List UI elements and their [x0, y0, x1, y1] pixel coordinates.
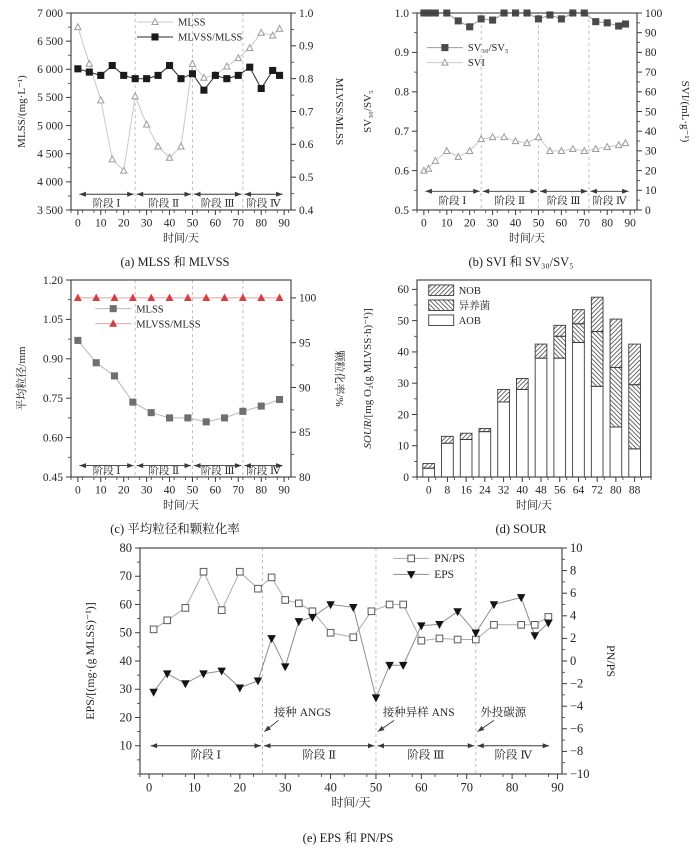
svg-text:10: 10 [570, 540, 583, 555]
svg-text:70: 70 [232, 484, 245, 497]
svg-text:80: 80 [601, 217, 613, 230]
svg-text:10: 10 [95, 217, 107, 230]
svg-text:EPS: EPS [434, 568, 455, 581]
svg-text:40: 40 [163, 217, 176, 230]
svg-text:88: 88 [628, 484, 641, 497]
svg-text:70: 70 [232, 217, 245, 230]
svg-text:0.9: 0.9 [299, 40, 314, 53]
svg-text:0: 0 [75, 484, 81, 497]
svg-text:10: 10 [188, 780, 201, 795]
legend [393, 553, 465, 581]
svg-text:6: 6 [570, 586, 577, 600]
bar-segment-NOB [498, 389, 510, 402]
svg-text:60: 60 [209, 484, 222, 497]
svg-text:4: 4 [570, 608, 577, 623]
svg-text:PN/PS: PN/PS [434, 552, 465, 565]
svg-text:8: 8 [570, 563, 577, 578]
bar-segment-AOB [629, 449, 641, 477]
bar-segment-异养菌 [591, 332, 603, 387]
svg-text:60: 60 [397, 284, 409, 297]
chart-e-canvas [78, 538, 618, 830]
svg-text:0: 0 [421, 217, 427, 230]
x-axis-label: 时间/天 [508, 232, 546, 245]
svg-text:80: 80 [255, 484, 267, 497]
svg-text:80: 80 [645, 47, 657, 60]
svg-text:AOB: AOB [458, 315, 481, 327]
svg-text:0: 0 [75, 217, 81, 230]
svg-text:50: 50 [532, 217, 545, 230]
series-svi [421, 134, 629, 173]
svg-text:60: 60 [415, 780, 428, 795]
svg-text:40: 40 [516, 484, 529, 497]
bar-segment-AOB [591, 386, 603, 477]
svg-text:50: 50 [369, 780, 383, 795]
svg-text:60: 60 [555, 217, 568, 230]
svg-text:0: 0 [403, 471, 409, 484]
bar-segment-NOB [629, 344, 641, 385]
svg-text:8: 8 [444, 484, 451, 497]
svg-text:阶段 Ⅲ: 阶段 Ⅲ [200, 198, 235, 210]
svg-text:6 500: 6 500 [37, 35, 63, 48]
legend [95, 304, 201, 330]
svg-text:0.90: 0.90 [42, 353, 63, 366]
svg-text:70: 70 [119, 569, 132, 584]
y-axis-left-label: SV₃₀/SV₅ [362, 90, 374, 133]
chart-e-caption: (e) EPS 和 PN/PS [302, 831, 394, 845]
bar-segment-NOB [460, 433, 472, 439]
svg-text:40: 40 [509, 217, 522, 230]
y-axis-left [362, 8, 417, 217]
svg-text:0.75: 0.75 [42, 393, 63, 405]
chart-c-caption: (c) 平均粒径和颗粒化率 [110, 522, 240, 536]
svg-text:48: 48 [535, 484, 547, 497]
x-axis-label: 时间/天 [331, 795, 371, 810]
svg-text:阶段 Ⅲ: 阶段 Ⅲ [546, 195, 581, 207]
svg-text:90: 90 [624, 217, 636, 230]
svg-text:6 000: 6 000 [37, 64, 63, 77]
svg-text:30: 30 [140, 217, 153, 230]
bar-segment-NOB [442, 436, 454, 443]
svg-text:1.05: 1.05 [42, 314, 63, 327]
svg-text:70: 70 [578, 217, 591, 230]
svg-text:64: 64 [572, 484, 585, 497]
x-axis-label: 时间/天 [162, 499, 200, 512]
chart-b-svi-sv30sv5 [351, 4, 691, 271]
y-axis-left [83, 541, 140, 774]
bar-segment-异养菌 [610, 368, 622, 427]
bar-segment-AOB [442, 443, 454, 477]
svg-text:异养菌: 异养菌 [458, 300, 491, 312]
svg-text:接种 ANGS: 接种 ANGS [273, 707, 332, 720]
chart-b-caption: (b) SVI 和 SV₃₀/SV₅ [468, 255, 574, 269]
svg-text:阶段 Ⅰ: 阶段 Ⅰ [438, 195, 467, 207]
stage-band [151, 743, 550, 761]
legend [427, 43, 509, 69]
annotation-2 [478, 705, 527, 732]
svg-text:0.9: 0.9 [394, 47, 409, 60]
svg-text:60: 60 [209, 217, 222, 230]
svg-text:0.5: 0.5 [299, 171, 314, 184]
bar-segment-AOB [554, 358, 566, 477]
svg-text:100: 100 [299, 292, 317, 305]
chart-a-mlss-mlvss [5, 4, 345, 271]
bar-segment-AOB [573, 343, 585, 477]
svg-text:4 500: 4 500 [37, 148, 63, 161]
svg-text:50: 50 [186, 484, 199, 497]
y-axis-right [637, 8, 691, 217]
plot-box [71, 280, 291, 477]
x-axis [140, 774, 564, 810]
svg-text:NOB: NOB [458, 285, 481, 297]
x-axis [71, 210, 290, 245]
svg-text:90: 90 [278, 484, 290, 497]
bar-segment-NOB [610, 319, 622, 367]
chart-b-canvas [351, 4, 691, 254]
bar-segment-异养菌 [554, 336, 566, 358]
svg-text:16: 16 [460, 484, 472, 497]
series-mlss [75, 24, 283, 173]
svg-text:40: 40 [324, 780, 337, 795]
svg-text:4 000: 4 000 [37, 176, 63, 189]
bar-segment-NOB [516, 379, 528, 390]
svg-text:10: 10 [95, 484, 107, 497]
legend [137, 18, 243, 44]
svg-text:阶段 Ⅳ: 阶段 Ⅳ [494, 749, 532, 762]
chart-a-caption: (a) MLSS 和 MLVSS [120, 255, 230, 269]
y-axis-right [291, 8, 345, 217]
series-mlss [75, 337, 283, 424]
svg-text:0: 0 [570, 653, 577, 668]
chart-c-canvas [5, 271, 345, 521]
svg-text:阶段 Ⅱ: 阶段 Ⅱ [148, 466, 180, 477]
bars [423, 297, 641, 477]
y-axis-right-label: MLVSS/MLSS [333, 77, 345, 146]
annotation-1 [378, 705, 455, 732]
svg-text:70: 70 [645, 66, 657, 79]
svg-text:80: 80 [610, 484, 622, 497]
stage-band [79, 463, 282, 477]
svg-text:−2: −2 [570, 676, 584, 691]
bar-segment-NOB [423, 464, 435, 469]
y-axis-left [16, 8, 71, 217]
svg-text:20: 20 [117, 217, 130, 230]
svg-text:30: 30 [486, 217, 499, 230]
svg-text:80: 80 [299, 471, 311, 484]
svg-text:−6: −6 [570, 721, 584, 736]
chart-d-caption: (d) SOUR [495, 522, 547, 536]
svg-text:阶段 Ⅳ: 阶段 Ⅳ [592, 195, 627, 207]
svg-text:90: 90 [278, 217, 290, 230]
svg-text:SV₃₀/SV₅: SV₃₀/SV₅ [467, 43, 509, 55]
svg-text:0.6: 0.6 [299, 139, 314, 152]
bar-segment-AOB [460, 439, 472, 477]
svg-text:80: 80 [505, 780, 519, 795]
svg-text:40: 40 [645, 126, 657, 138]
stage-band [79, 192, 282, 210]
svg-text:0.8: 0.8 [299, 73, 314, 86]
bar-segment-NOB [573, 310, 585, 324]
svg-text:阶段 Ⅱ: 阶段 Ⅱ [148, 198, 180, 210]
svg-text:0.45: 0.45 [42, 471, 63, 484]
svg-text:0: 0 [145, 780, 153, 795]
svg-text:阶段 Ⅱ: 阶段 Ⅱ [302, 749, 337, 762]
y-axis-left-label: SOUR/[mg O₂(g MLVSS·h)⁻¹)] [362, 308, 374, 449]
figure-row-3 [0, 538, 696, 847]
bar-segment-AOB [479, 432, 491, 477]
x-axis-label: 时间/天 [162, 232, 200, 245]
svg-text:MLSS: MLSS [178, 17, 206, 29]
svg-text:80: 80 [255, 217, 267, 230]
svg-text:−4: −4 [570, 699, 584, 713]
svg-text:−10: −10 [570, 766, 590, 781]
bar-segment-AOB [498, 402, 510, 477]
y-axis-right-label: SVI/(mL·g⁻¹) [679, 80, 691, 143]
svg-text:0: 0 [645, 204, 651, 217]
svg-text:100: 100 [645, 7, 663, 20]
svg-text:20: 20 [119, 710, 132, 725]
bar-segment-AOB [423, 468, 435, 477]
svg-text:接种异样 ANS: 接种异样 ANS [382, 707, 455, 720]
svg-text:0.7: 0.7 [394, 126, 409, 138]
chart-e-plot [83, 541, 618, 810]
svg-text:30: 30 [397, 377, 409, 390]
bar-segment-AOB [516, 389, 528, 477]
y-axis-left-label: 平均粒径/mm [16, 346, 28, 411]
bar-segment-NOB [554, 325, 566, 336]
stage-band [425, 189, 628, 207]
svg-text:10: 10 [397, 440, 409, 453]
svg-text:50: 50 [397, 315, 409, 328]
svg-text:1.0: 1.0 [299, 7, 314, 20]
bar-segment-NOB [591, 297, 603, 331]
series-mlvss-mlss [75, 295, 283, 301]
bar-segment-AOB [610, 427, 622, 477]
svg-text:30: 30 [645, 145, 657, 158]
x-axis [417, 210, 636, 245]
x-axis [417, 477, 651, 512]
plot-box [417, 13, 637, 210]
bar-segment-异养菌 [573, 324, 585, 343]
svg-text:50: 50 [645, 106, 657, 119]
chart-d-sour [351, 271, 691, 538]
svg-text:85: 85 [299, 427, 311, 440]
chart-c-particle-size [5, 271, 345, 538]
y-axis-left [362, 284, 417, 484]
svg-text:阶段 Ⅰ: 阶段 Ⅰ [190, 749, 222, 762]
svg-text:40: 40 [119, 653, 132, 668]
svg-text:20: 20 [117, 484, 130, 497]
svg-text:20: 20 [645, 165, 657, 178]
chart-d-canvas [351, 271, 691, 521]
plot-box [140, 548, 562, 774]
svg-text:50: 50 [119, 625, 132, 640]
series-eps [150, 595, 552, 702]
svg-text:80: 80 [119, 540, 132, 555]
svg-text:10: 10 [441, 217, 453, 230]
svg-text:0.8: 0.8 [394, 86, 409, 99]
svg-text:阶段 Ⅳ: 阶段 Ⅳ [246, 198, 281, 210]
svg-text:阶段 Ⅲ: 阶段 Ⅲ [407, 749, 445, 762]
y-axis-left-label: EPS/[(mg·(g MLSS)⁻¹)] [83, 602, 97, 720]
svg-text:0.60: 0.60 [42, 432, 63, 445]
svg-text:SVI: SVI [467, 58, 485, 70]
svg-text:MLSS: MLSS [136, 304, 164, 316]
y-axis-right [562, 541, 618, 781]
svg-text:50: 50 [186, 217, 199, 230]
y-axis-right-label: PN/PS [604, 644, 618, 678]
svg-text:外投碳源: 外投碳源 [480, 707, 527, 720]
svg-text:0: 0 [425, 484, 432, 497]
svg-text:1.0: 1.0 [394, 7, 409, 20]
svg-text:56: 56 [553, 484, 566, 497]
svg-text:10: 10 [645, 185, 657, 198]
svg-text:5 500: 5 500 [37, 92, 63, 105]
bar-segment-异养菌 [629, 385, 641, 449]
svg-text:72: 72 [591, 484, 603, 497]
svg-text:阶段 Ⅲ: 阶段 Ⅲ [200, 466, 235, 477]
svg-text:−8: −8 [570, 744, 584, 759]
bar-segment-NOB [479, 429, 491, 432]
svg-text:0.4: 0.4 [299, 204, 314, 217]
x-axis-label: 时间/天 [515, 499, 553, 512]
svg-text:95: 95 [299, 337, 311, 350]
svg-text:阶段 Ⅰ: 阶段 Ⅰ [92, 466, 121, 477]
figure-row-2 [0, 271, 696, 538]
svg-text:30: 30 [140, 484, 153, 497]
svg-text:30: 30 [278, 780, 292, 795]
svg-text:5 000: 5 000 [37, 120, 63, 133]
svg-text:MLVSS/MLSS: MLVSS/MLSS [178, 32, 243, 44]
svg-text:24: 24 [479, 484, 491, 497]
svg-text:32: 32 [497, 484, 510, 497]
svg-text:90: 90 [551, 780, 564, 795]
svg-text:60: 60 [119, 597, 132, 612]
chart-a-plot [16, 8, 345, 245]
series-mlvss-mlss [75, 62, 283, 93]
chart-e-eps-pnps [78, 538, 618, 847]
svg-text:90: 90 [645, 27, 657, 40]
svg-text:10: 10 [119, 738, 132, 753]
y-axis-left-label: MLSS/(mg·L⁻¹) [16, 75, 28, 148]
stage-boundary-lines [263, 548, 476, 774]
svg-text:90: 90 [299, 382, 311, 395]
chart-a-canvas [5, 4, 345, 254]
svg-text:30: 30 [119, 682, 132, 697]
svg-text:0.7: 0.7 [299, 106, 314, 119]
chart-b-plot [362, 8, 691, 245]
svg-text:20: 20 [233, 780, 247, 795]
svg-text:阶段 Ⅱ: 阶段 Ⅱ [494, 195, 526, 207]
x-axis [71, 477, 290, 512]
bar-segment-AOB [535, 358, 547, 477]
svg-text:20: 20 [463, 217, 476, 230]
bar-segment-NOB [535, 344, 547, 358]
svg-text:MLVSS/MLSS: MLVSS/MLSS [136, 319, 201, 331]
svg-text:40: 40 [163, 484, 176, 497]
svg-text:60: 60 [645, 86, 657, 99]
svg-text:0.5: 0.5 [394, 204, 409, 217]
svg-text:1.20: 1.20 [42, 274, 63, 287]
annotation-0 [264, 705, 331, 732]
chart-c-plot [14, 275, 345, 512]
y-axis-left [14, 275, 71, 484]
figure-row-1 [0, 4, 696, 271]
svg-text:阶段 Ⅰ: 阶段 Ⅰ [92, 198, 121, 210]
svg-text:3 500: 3 500 [37, 204, 63, 217]
legend [429, 285, 491, 327]
svg-text:0.6: 0.6 [394, 165, 409, 178]
y-axis-right-label: 颗粒化率/% [333, 350, 345, 407]
svg-text:40: 40 [397, 346, 409, 359]
y-axis-right [291, 293, 345, 484]
svg-text:70: 70 [460, 780, 473, 795]
svg-text:阶段 Ⅳ: 阶段 Ⅳ [246, 466, 281, 477]
svg-text:20: 20 [397, 409, 409, 422]
chart-d-plot [362, 280, 651, 512]
svg-text:7 000: 7 000 [37, 7, 63, 20]
svg-text:2: 2 [570, 631, 577, 646]
